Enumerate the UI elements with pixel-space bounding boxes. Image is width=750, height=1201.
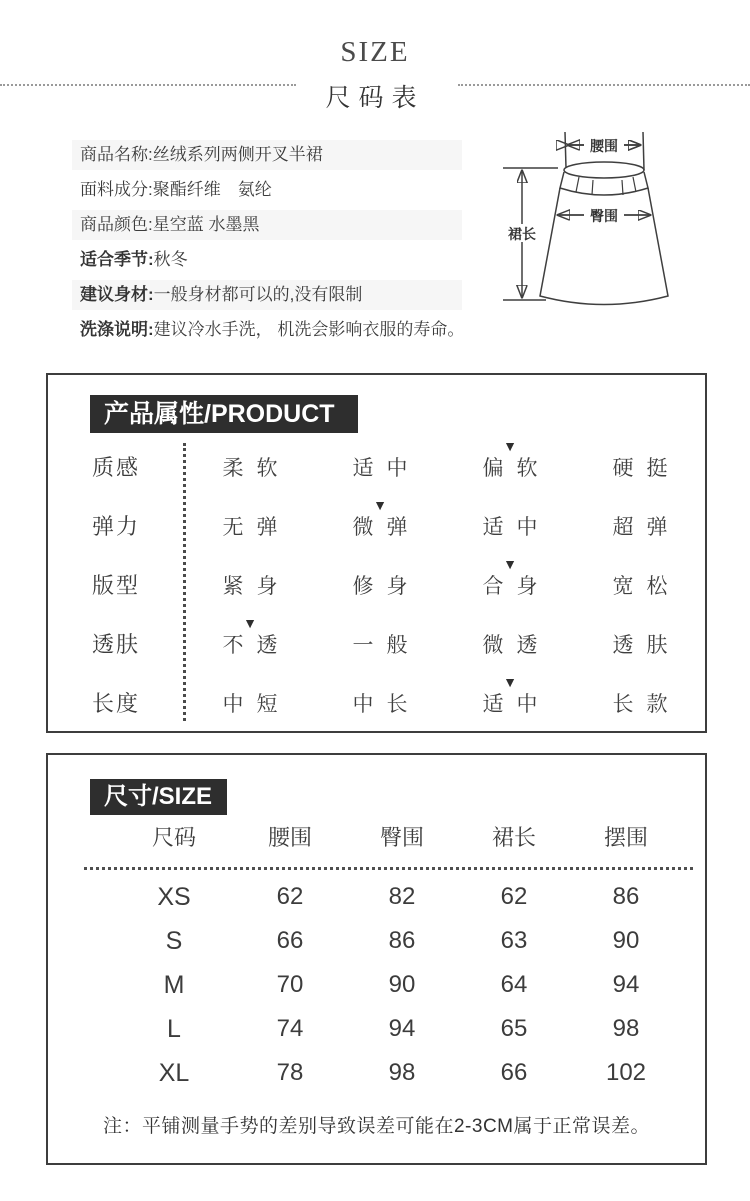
waist-guide-right [643,132,644,170]
product-info-row [72,175,492,205]
size-cell: XS [157,882,191,911]
waist-label: 腰围 [590,138,618,154]
size-cell: S [165,926,183,955]
product-info-value: 星空蓝 水墨黑 [152,215,260,234]
measurement-cell: 62 [500,883,528,910]
attribute-option: ▼ 适中 [482,673,551,716]
measurement-cell: 74 [276,1015,304,1042]
attribute-row [48,673,705,732]
attribute-options [185,673,705,718]
product-info-row [72,315,492,345]
size-column-header: 腰围 [267,824,312,850]
measurement-cell: 102 [605,1059,647,1086]
size-column-header: 尺码 [151,824,196,850]
size-table-row [114,963,682,1007]
attribute-option: ▼ 偏软 [482,437,551,480]
product-info-row [72,210,462,240]
size-cell: M [163,970,185,999]
attribute-row [48,437,705,496]
attribute-option: 微透 [482,633,551,657]
product-info-label: 适合季节: [80,250,154,269]
selected-marker-icon: ▼ [503,673,517,690]
size-column-header: 裙长 [491,824,536,850]
size-cell: XL [158,1058,190,1087]
size-table-header-row [114,819,682,853]
selected-marker-icon: ▼ [243,614,257,631]
product-info-list [72,140,492,350]
measurement-cell: 78 [276,1059,304,1086]
attribute-options [185,555,705,600]
product-info-label: 商品颜色: [80,215,153,234]
product-info-label: 面料成分: [80,180,153,199]
waistband-seam [633,177,636,192]
hip-label: 臀围 [590,208,618,224]
selected-marker-icon: ▼ [503,437,517,454]
page-title-zh: 尺码表 [325,84,425,112]
attribute-options [185,437,705,482]
attribute-option: 修身 [352,574,421,598]
selected-marker-icon: ▼ [503,555,517,572]
measurement-cell: 65 [500,1015,528,1042]
product-info-label: 建议身材: [80,285,154,304]
attribute-option: 适中 [482,515,551,539]
measurement-cell: 64 [500,971,528,998]
attribute-option: ▼ 不透 [222,614,291,657]
product-info-value: 聚酯纤维 氨纶 [152,180,272,199]
attribute-label: 长度 [92,691,141,716]
attribute-option: 宽松 [612,574,681,598]
attribute-option: 一般 [352,633,421,657]
attribute-option: 柔软 [222,456,291,480]
measurement-cell: 98 [612,1015,640,1042]
skirt-measurement-diagram [496,128,718,328]
measurement-cell: 90 [612,927,640,954]
waistband-seam [622,180,623,195]
attribute-option: 无弹 [222,515,291,539]
measurement-cell: 86 [388,927,416,954]
attribute-label: 透肤 [92,632,141,657]
measurement-cell: 98 [388,1059,416,1086]
length-label: 裙长 [508,226,536,242]
size-table-row [114,1051,682,1095]
selected-marker-icon: ▼ [373,496,387,513]
product-info-label: 商品名称: [80,145,153,164]
attribute-option: ▼ 合身 [482,555,551,598]
size-column-header: 臀围 [379,824,424,850]
size-table-note: 注：平铺测量手势的差别导致误差可能在2-3CM属于正常误差。 [102,1116,650,1137]
measurement-cell: 94 [612,971,640,998]
waist-guide-left [565,132,566,168]
attribute-label: 弹力 [92,514,141,539]
product-info-value: 秋冬 [153,250,188,269]
attribute-option: 紧身 [222,574,291,598]
attribute-options [185,496,705,541]
attribute-option: 超弹 [612,515,681,539]
size-table-row [114,875,682,919]
size-column-header: 摆围 [603,824,648,850]
attribute-label: 质感 [92,455,141,480]
size-table-rows [114,875,682,1095]
measurement-cell: 63 [500,927,528,954]
attribute-options [185,614,705,659]
attribute-option: 透肤 [612,633,681,657]
size-table-row [114,919,682,963]
size-table-row [114,1007,682,1051]
attribute-row [48,555,705,614]
product-info-value: 丝绒系列两侧开叉半裙 [152,145,323,164]
skirt-body [540,188,668,305]
attribute-option: 硬挺 [612,456,681,480]
product-info-row [72,140,462,170]
product-info-row [72,280,462,310]
attribute-row [48,496,705,555]
measurement-cell: 90 [388,971,416,998]
attribute-label: 版型 [92,573,141,598]
attribute-option: 长款 [612,692,681,716]
size-table-box [46,753,707,1165]
size-cell: L [167,1014,181,1043]
product-info-label: 洗涤说明: [80,320,154,339]
waistband-seam [576,177,579,192]
attribute-row [48,614,705,673]
measurement-cell: 94 [388,1015,416,1042]
product-info-row [72,245,492,275]
measurement-cell: 62 [276,883,304,910]
attribute-option: 适中 [352,456,421,480]
waistband-opening [564,162,644,178]
product-info-value: 一般身材都可以的,没有限制 [153,285,363,304]
size-table-badge: 尺寸/SIZE [90,779,227,815]
attributes-rows [48,437,705,732]
measurement-cell: 66 [276,927,304,954]
measurement-cell: 82 [388,883,416,910]
measurement-cell: 86 [612,883,640,910]
page-title-en: SIZE [340,36,410,68]
product-attributes-badge: 产品属性/PRODUCT [90,395,358,433]
size-table-header-divider [84,867,693,870]
measurement-cell: 70 [276,971,304,998]
waistband-seam [592,180,593,195]
attribute-option: 中长 [352,692,421,716]
attribute-option: 中短 [222,692,291,716]
product-info-value: 建议冷水手洗， 机洗会影响衣服的寿命。 [153,320,465,339]
attribute-option: ▼ 微弹 [352,496,421,539]
product-attributes-box [46,373,707,733]
measurement-cell: 66 [500,1059,528,1086]
